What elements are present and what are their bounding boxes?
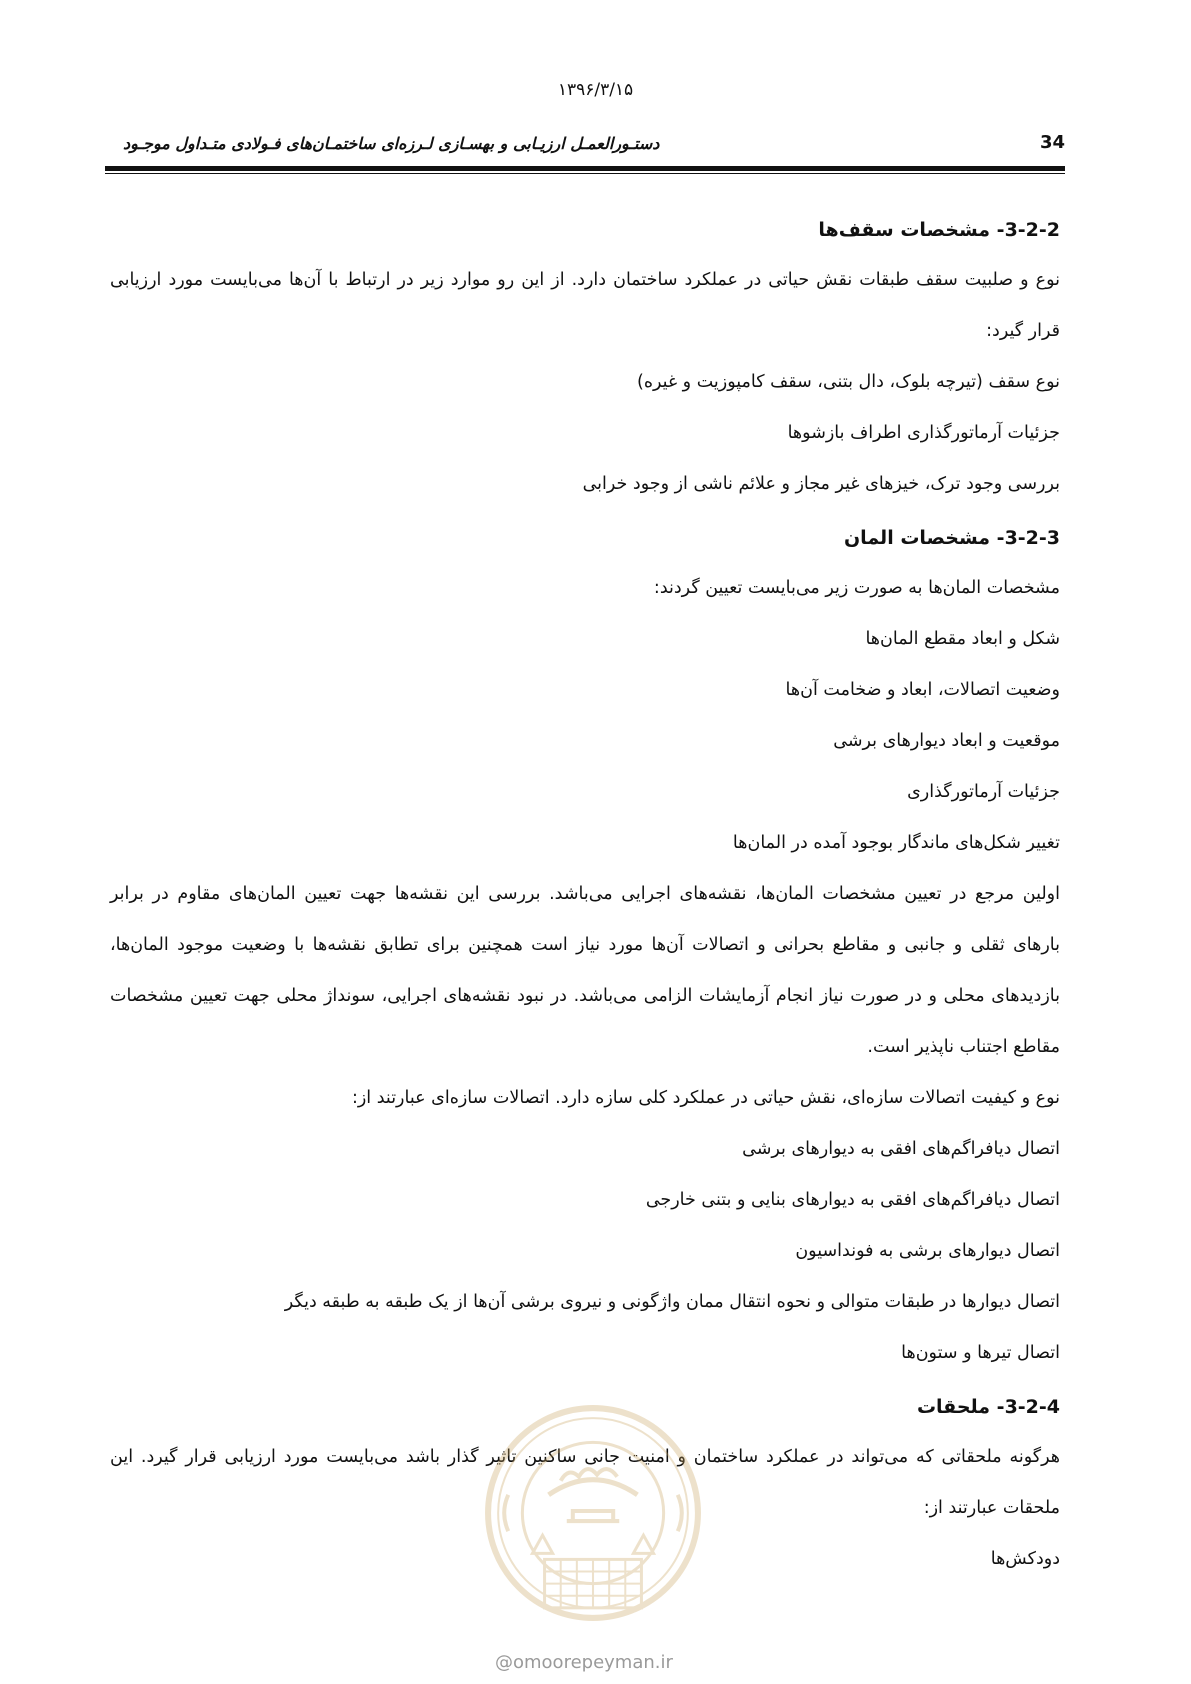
header-rule-thin (105, 173, 1065, 174)
elements-list-item: شکل و ابعاد مقطع المان‌ها (865, 629, 1060, 649)
elements-list-item: جزئیات آرماتورگذاری (907, 782, 1060, 802)
section-heading-slabs: 3-2-2- مشخصات سقف‌ها (818, 219, 1060, 241)
section-heading-appendages: 3-2-4- ملحقات (916, 1396, 1060, 1418)
slabs-list-item: جزئیات آرماتورگذاری اطراف بازشوها (787, 423, 1060, 443)
slabs-intro-paragraph: نوع و صلبیت سقف طبقات نقش حیاتی در عملکرد ساختمان دارد. از این رو موارد زیر در ارتباط با آن‌ها می‌بایست مورد ارزیابی قرار گیرد: (110, 270, 1060, 341)
slabs-list-item: بررسی وجود ترک، خیزهای غیر مجاز و علائم ناشی از وجود خرابی (582, 474, 1060, 494)
connections-list-item: اتصال دیافراگم‌های افقی به دیوارهای برشی (742, 1139, 1060, 1159)
elements-list-item: موقعیت و ابعاد دیوارهای برشی (833, 731, 1060, 751)
slabs-list-item: نوع سقف (تیرچه بلوک، دال بتنی، سقف کامپوزیت و غیره) (637, 372, 1060, 392)
running-header (105, 126, 1065, 160)
connections-list-item: اتصال تیرها و ستون‌ها (901, 1343, 1060, 1363)
document-title: دستـورالعمـل ارزیـابی و بهسـازی لـرزه‌ای ساختمـان‌های فـولادی متـداول موجـود (123, 134, 660, 153)
section-heading-elements: 3-2-3- مشخصات المان (843, 527, 1060, 549)
appendages-list-item: دودکش‌ها (990, 1549, 1060, 1569)
elements-intro-paragraph: مشخصات المان‌ها به صورت زیر می‌بایست تعیین گردند: (653, 578, 1060, 598)
elements-body-paragraph: اولین مرجع در تعیین مشخصات المان‌ها، نقشه‌های اجرایی می‌باشد. بررسی این نقشه‌ها جهت تعیین المان‌های مقاوم در برابر بارهای ثقلی و جانبی و مقاطع بحرانی و اتصالات آن‌ها مورد نیاز است همچنین برای تطابق نقشه‌ها با وضعیت موجود المان‌ها، بازدیدهای محلی و در صورت نیاز انجام آزمایشات الزامی می‌باشد. در نبود نقشه‌های اجرایی، سونداژ محلی جهت تعیین مشخصات مقاطع اجتناب ناپذیر است. (110, 884, 1060, 1057)
connections-list-item: اتصال دیوارها در طبقات متوالی و نحوه انتقال ممان واژگونی و نیروی برشی آن‌ها از یک طبقه به طبقه دیگر (284, 1292, 1060, 1312)
document-date: ۱۳۹۶/۳/۱۵ (557, 80, 634, 100)
page-content (110, 210, 1060, 1585)
header-rule-thick (105, 166, 1065, 171)
connections-list-item: اتصال دیافراگم‌های افقی به دیوارهای بنایی و بتنی خارجی (645, 1190, 1060, 1210)
page-number: 34 (1039, 132, 1065, 153)
watermark-url: @omoorepeyman.ir (495, 1652, 673, 1673)
watermark-seal-icon (482, 1402, 704, 1624)
connections-intro-paragraph: نوع و کیفیت اتصالات سازه‌ای، نقش حیاتی در عملکرد کلی سازه دارد. اتصالات سازه‌ای عبارتند از: (351, 1088, 1060, 1108)
appendages-intro-paragraph: هرگونه ملحقاتی که می‌تواند در عملکرد ساختمان و امنیت جانی ساکنین تاثیر گذار باشد می‌بایست مورد ارزیابی قرار گیرد. این ملحقات عبارتند از: (110, 1447, 1060, 1518)
elements-list-item: تغییر شکل‌های ماندگار بوجود آمده در المان‌ها (732, 833, 1060, 853)
elements-list-item: وضعیت اتصالات، ابعاد و ضخامت آن‌ها (785, 680, 1060, 700)
connections-list-item: اتصال دیوارهای برشی به فونداسیون (795, 1241, 1060, 1261)
